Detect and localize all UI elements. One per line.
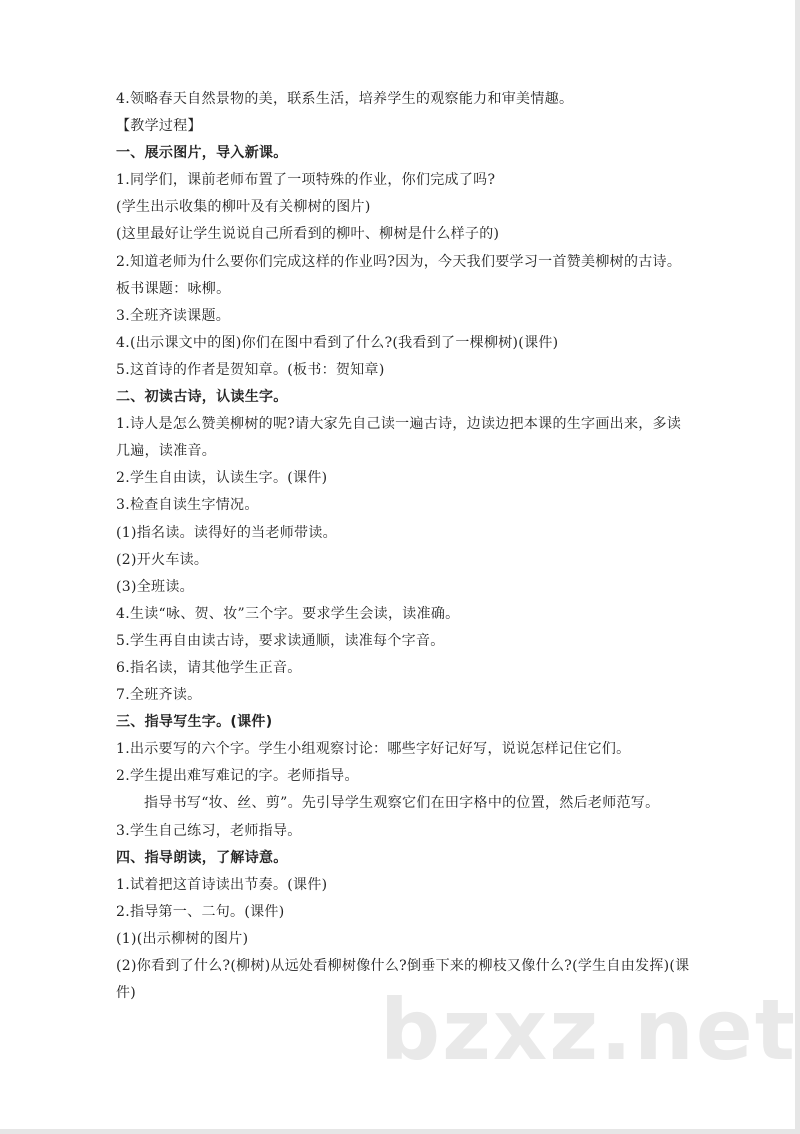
text-line: 5.这首诗的作者是贺知章。(板书：贺知章) (116, 361, 385, 378)
text-line: 1.试着把这首诗读出节奏。(课件) (116, 876, 328, 893)
text-line: 5.学生再自由读古诗，要求读通顺，读准每个字音。 (116, 632, 445, 649)
section-heading: 三、指导写生字。(课件) (116, 714, 273, 731)
section-heading: 四、指导朗读，了解诗意。 (116, 849, 288, 866)
page-edge-bottom (0, 1129, 800, 1134)
text-line: 1.同学们，课前老师布置了一项特殊的作业，你们完成了吗? (116, 172, 496, 189)
document-body (116, 86, 690, 1007)
page-edge-right (795, 0, 800, 1134)
text-line: 4.领略春天自然景物的美，联系生活，培养学生的观察能力和审美情趣。 (116, 91, 574, 107)
text-line: (1)指名读。读得好的当老师带读。 (116, 524, 337, 541)
text-line: 件) (116, 985, 137, 1002)
watermark: bzxz.net (380, 981, 797, 1079)
text-line: 4.生读“咏、贺、妆”三个字。要求学生会读，读准确。 (116, 605, 460, 622)
section-heading: 二、初读古诗，认读生字。 (116, 389, 288, 406)
text-line: (3)全班读。 (116, 578, 194, 595)
text-line: 3.学生自己练习，老师指导。 (116, 822, 302, 839)
text-line: 4.(出示课文中的图)你们在图中看到了什么?(我看到了一棵柳树)(课件) (116, 334, 559, 351)
text-line: 3.全班齐读课题。 (116, 307, 231, 324)
text-line: 指导书写“妆、丝、剪”。先引导学生观察它们在田字格中的位置，然后老师范写。 (144, 795, 660, 812)
text-line: 2.学生自由读，认读生字。(课件) (116, 470, 328, 487)
text-line: 7.全班齐读。 (116, 687, 202, 704)
text-line: 【教学过程】 (116, 118, 202, 135)
text-line: 1.诗人是怎么赞美柳树的呢?请大家先自己读一遍古诗，边读边把本课的生字画出来，多读 (116, 416, 682, 433)
text-line: 6.指名读，请其他学生正音。 (116, 659, 302, 676)
section-heading: 一、展示图片，导入新课。 (116, 145, 288, 162)
text-line: (2)你看到了什么?(柳树)从远处看柳树像什么?倒垂下来的柳枝又像什么?(学生自由发挥)(课 (116, 958, 690, 974)
text-line: 3.检查自读生字情况。 (116, 497, 259, 514)
text-line: 板书课题：咏柳。 (116, 280, 231, 297)
text-line: (这里最好让学生说说自己所看到的柳叶、柳树是什么样子的) (116, 226, 500, 243)
text-line: 几遍，读准音。 (116, 443, 217, 460)
text-line: 2.知道老师为什么要你们完成这样的作业吗?因为，今天我们要学习一首赞美柳树的古诗。 (116, 253, 682, 270)
text-line: (学生出示收集的柳叶及有关柳树的图片) (116, 199, 371, 216)
text-line: 1.出示要写的六个字。学生小组观察讨论：哪些字好记好写，说说怎样记住它们。 (116, 741, 631, 758)
text-line: 2.指导第一、二句。(课件) (116, 903, 285, 920)
text-line: (1)(出示柳树的图片) (116, 930, 249, 947)
text-line: (2)开火车读。 (116, 551, 209, 568)
text-line: 2.学生提出难写难记的字。老师指导。 (116, 768, 359, 785)
